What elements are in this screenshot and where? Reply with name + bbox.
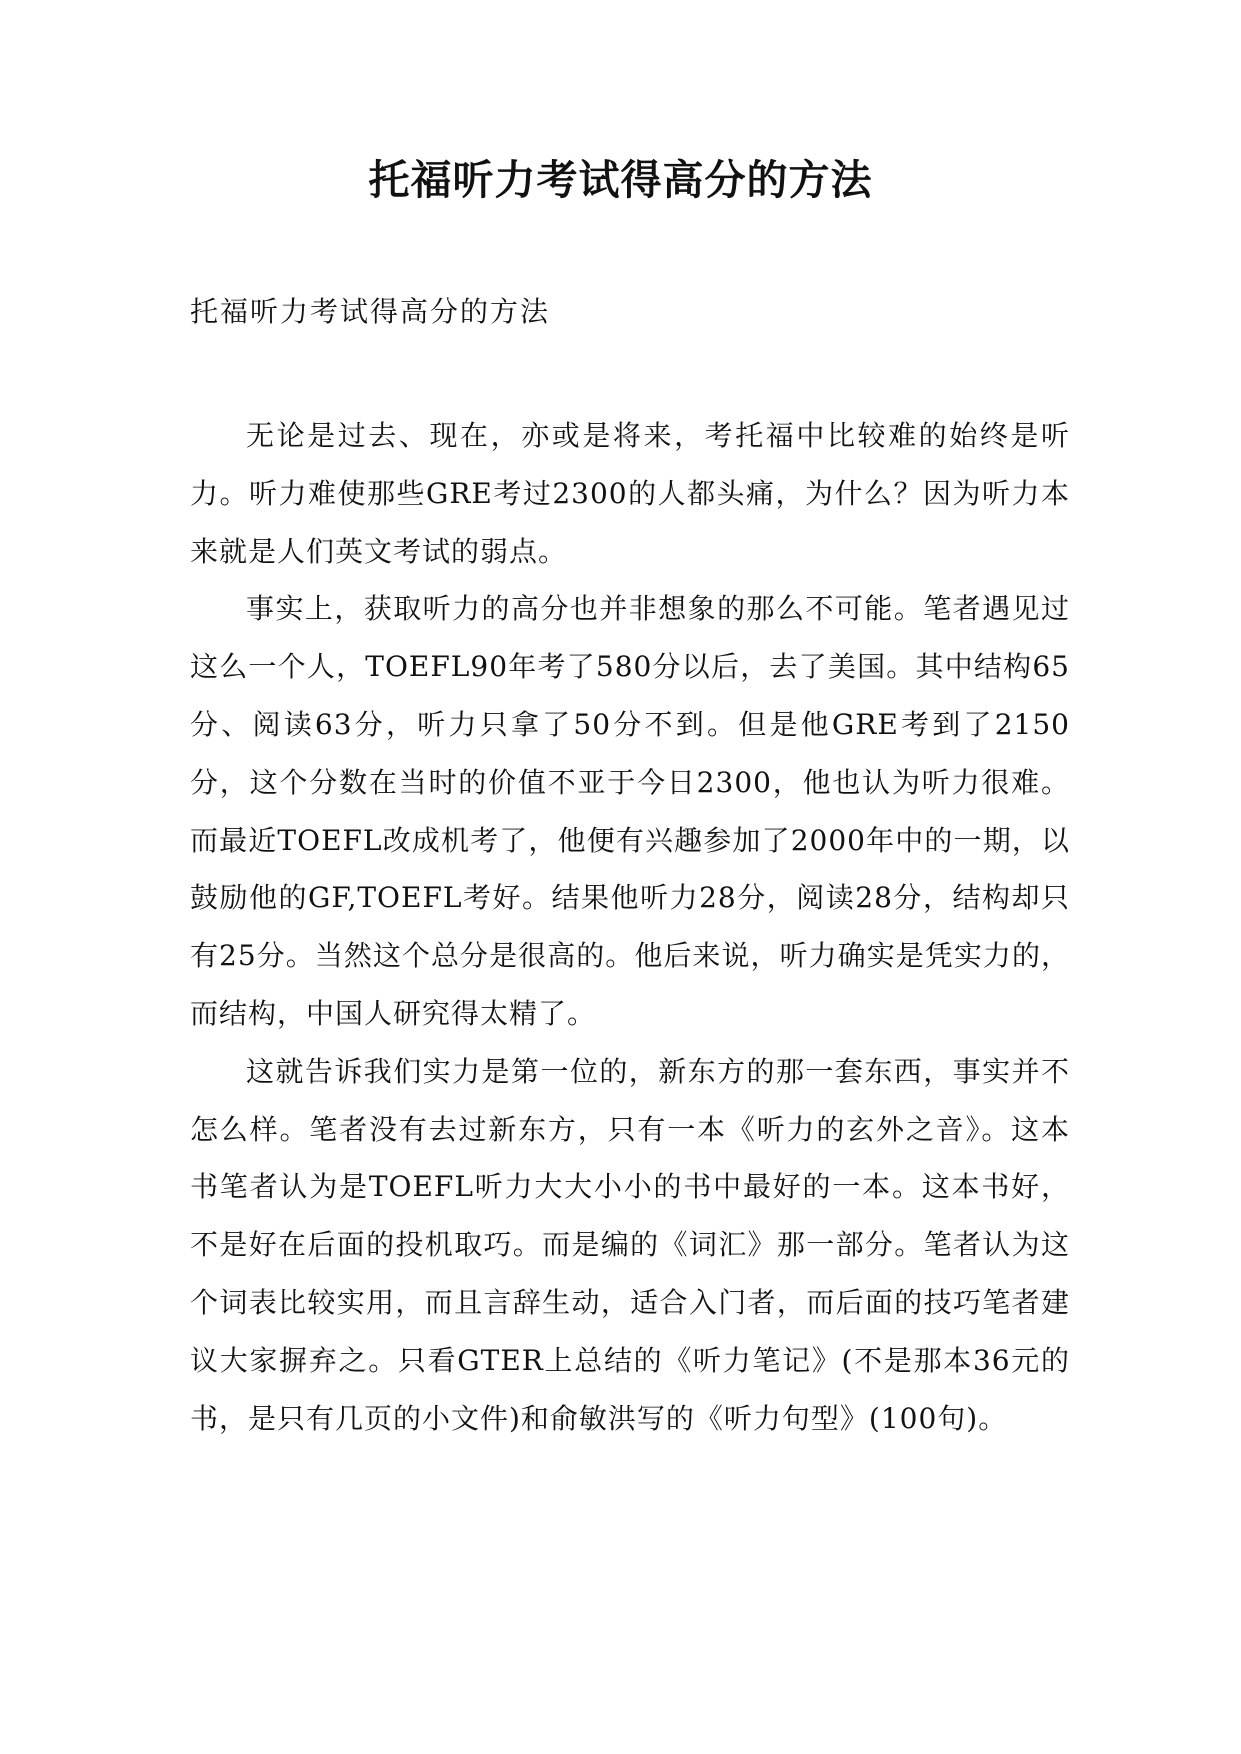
document-subtitle: 托福听力考试得高分的方法	[190, 295, 551, 328]
paragraph-2: 事实上，获取听力的高分也并非想象的那么不可能。笔者遇见过这么一个人，TOEFL90年考了580分以后，去了美国。其中结构65分、阅读63分，听力只拿了50分不到。但是他GRE考到了2150分，这个分数在当时的价值不亚于今日2300，他也认为听力很难。而最近TOEFL改成机考了，他便有兴趣参加了2000年中的一期，以鼓励他的GF,TOEFL考好。结果他听力28分，阅读28分，结构却只有25分。当然这个总分是很高的。他后来说，听力确实是凭实力的，而结构，中国人研究得太精了。	[190, 592, 1070, 1030]
document-body	[190, 407, 1070, 1447]
document-title: 托福听力考试得高分的方法	[368, 156, 873, 204]
paragraph-1: 无论是过去、现在，亦或是将来，考托福中比较难的始终是听力。听力难使那些GRE考过2300的人都头痛，为什么？因为听力本来就是人们英文考试的弱点。	[190, 419, 1070, 568]
paragraph-3: 这就告诉我们实力是第一位的，新东方的那一套东西，事实并不怎么样。笔者没有去过新东方，只有一本《听力的玄外之音》。这本书笔者认为是TOEFL听力大大小小的书中最好的一本。这本书好，不是好在后面的投机取巧。而是编的《词汇》那一部分。笔者认为这个词表比较实用，而且言辞生动，适合入门者，而后面的技巧笔者建议大家摒弃之。只看GTER上总结的《听力笔记》(不是那本36元的书，是只有几页的小文件)和俞敏洪写的《听力句型》(100句)。	[190, 1054, 1070, 1435]
